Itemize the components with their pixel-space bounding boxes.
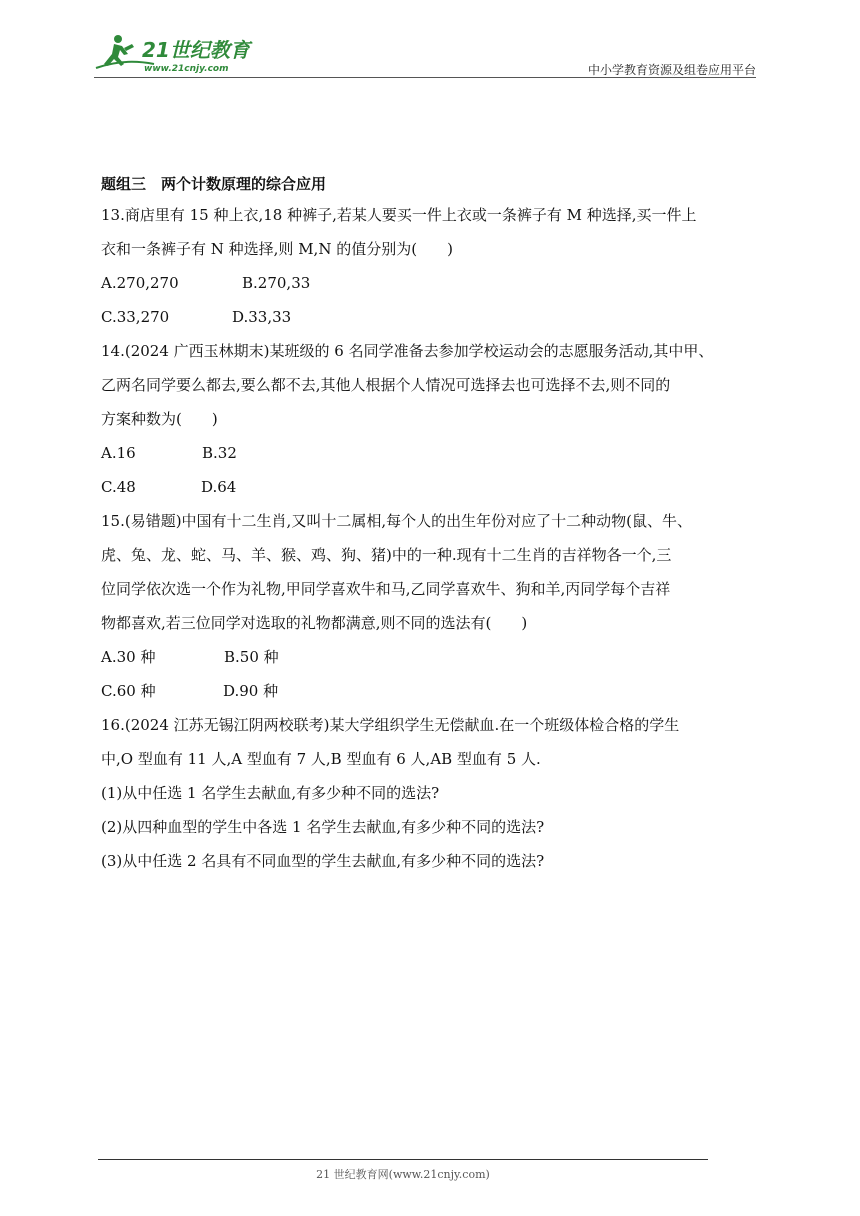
option-row bbox=[101, 674, 761, 708]
question-subpart: (1)从中任选 1 名学生去献血,有多少种不同的选法? bbox=[101, 784, 440, 802]
option-a: A.16 bbox=[101, 444, 136, 462]
question-line: 位同学依次选一个作为礼物,甲同学喜欢牛和马,乙同学喜欢牛、狗和羊,丙同学每个吉祥 bbox=[101, 580, 671, 598]
question-line: 中,O 型血有 11 人,A 型血有 7 人,B 型血有 6 人,AB 型血有 5 人. bbox=[101, 750, 541, 768]
option-c: C.48 bbox=[101, 478, 136, 496]
option-row bbox=[101, 266, 761, 300]
question-line: 13.商店里有 15 种上衣,18 种裤子,若某人要买一件上衣或一条裤子有 M 种选择,买一件上 bbox=[101, 206, 697, 224]
option-c: C.33,270 bbox=[101, 308, 170, 326]
option-b: B.50 种 bbox=[224, 648, 279, 666]
question-line: 乙两名同学要么都去,要么都不去,其他人根据个人情况可选择去也可选择不去,则不同的 bbox=[101, 376, 671, 394]
option-a: A.270,270 bbox=[101, 274, 179, 292]
question-15 bbox=[101, 504, 761, 708]
option-row bbox=[101, 640, 761, 674]
option-d: D.33,33 bbox=[232, 308, 292, 326]
option-row bbox=[101, 470, 761, 504]
question-line: 衣和一条裤子有 N 种选择,则 M,N 的值分别为( ) bbox=[101, 240, 453, 258]
footer-text: 21 世纪教育网(www.21cnjy.com) bbox=[316, 1168, 490, 1181]
question-line: 方案种数为( ) bbox=[101, 410, 218, 428]
footer-divider bbox=[98, 1159, 708, 1160]
header-divider bbox=[94, 77, 756, 78]
option-d: D.64 bbox=[201, 478, 237, 496]
option-d: D.90 种 bbox=[223, 682, 279, 700]
question-16 bbox=[101, 708, 761, 878]
option-row bbox=[101, 436, 761, 470]
document-content bbox=[101, 170, 761, 878]
section-title: 题组三 两个计数原理的综合应用 bbox=[101, 175, 327, 193]
option-c: C.60 种 bbox=[101, 682, 156, 700]
21cnjy-logo bbox=[94, 30, 264, 76]
question-line: 虎、兔、龙、蛇、马、羊、猴、鸡、狗、猪)中的一种.现有十二生肖的吉祥物各一个,三 bbox=[101, 546, 672, 564]
question-14 bbox=[101, 334, 761, 504]
option-row bbox=[101, 300, 761, 334]
option-a: A.30 种 bbox=[101, 648, 156, 666]
question-line: 14.(2024 广西玉林期末)某班级的 6 名同学准备去参加学校运动会的志愿服务活动,其中甲、 bbox=[101, 342, 714, 360]
option-b: B.32 bbox=[202, 444, 237, 462]
question-subpart: (2)从四种血型的学生中各选 1 名学生去献血,有多少种不同的选法? bbox=[101, 818, 545, 836]
svg-text:www.21cnjy.com: www.21cnjy.com bbox=[144, 64, 229, 74]
option-b: B.270,33 bbox=[242, 274, 311, 292]
question-line: 物都喜欢,若三位同学对选取的礼物都满意,则不同的选法有( ) bbox=[101, 614, 528, 632]
svg-text:21世纪教育: 21世纪教育 bbox=[142, 38, 250, 62]
site-name: 中小学教育资源及组卷应用平台 bbox=[587, 63, 756, 77]
question-subpart: (3)从中任选 2 名具有不同血型的学生去献血,有多少种不同的选法? bbox=[101, 852, 545, 870]
question-13 bbox=[101, 198, 761, 334]
question-line: 16.(2024 江苏无锡江阴两校联考)某大学组织学生无偿献血.在一个班级体检合格的学生 bbox=[101, 716, 680, 734]
page-header bbox=[94, 30, 756, 78]
question-line: 15.(易错题)中国有十二生肖,又叫十二属相,每个人的出生年份对应了十二种动物(鼠、牛、 bbox=[101, 512, 692, 530]
